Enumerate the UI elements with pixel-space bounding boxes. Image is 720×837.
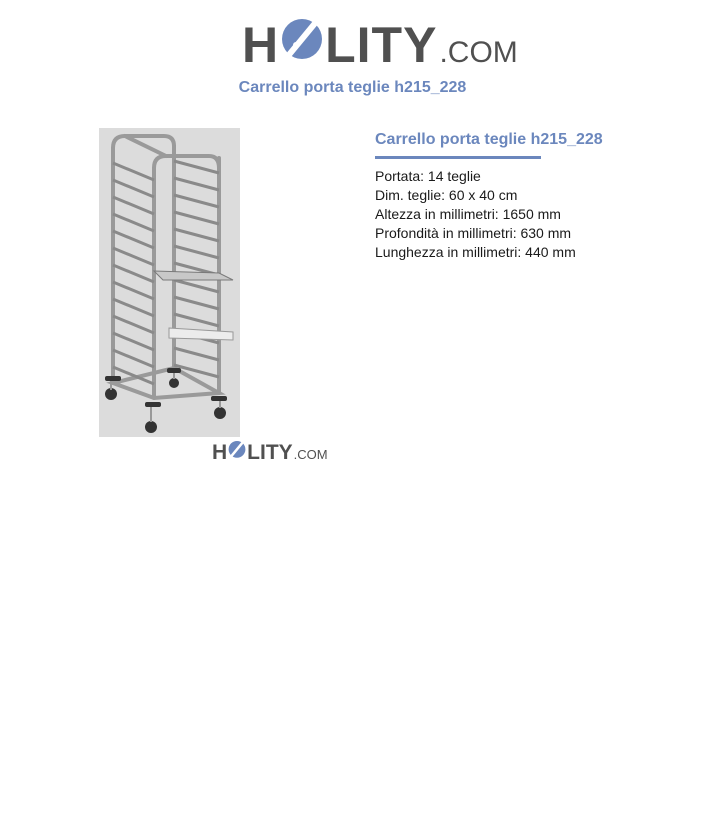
product-info [375,131,695,262]
spec-depth: Profondità in millimetri: 630 mm [375,225,572,241]
product-image [99,128,240,437]
logo-small-text-suffix: LITY [247,441,293,464]
logo-small-domain: .COM [293,447,328,462]
spec-tray-dimensions: Dim. teglie: 60 x 40 cm [375,187,518,203]
logo-small-o-icon [227,438,247,465]
product-title: Carrello porta teglie h215_228 [375,131,603,148]
logo-text-suffix: LITY [325,17,438,73]
title-underline [375,156,541,159]
logo-domain: .COM [439,36,518,69]
logo-text-prefix: H [242,17,280,73]
logo-o-icon [279,12,325,74]
spec-length: Lunghezza in millimetri: 440 mm [375,244,576,260]
page-title: Carrello porta teglie h215_228 [238,79,467,96]
logo-small-text-prefix: H [212,441,228,464]
brand-logo[interactable] [242,12,518,73]
brand-logo-small [212,438,328,465]
spec-height: Altezza in millimetri: 1650 mm [375,206,561,222]
spec-capacity: Portata: 14 teglie [375,168,481,184]
